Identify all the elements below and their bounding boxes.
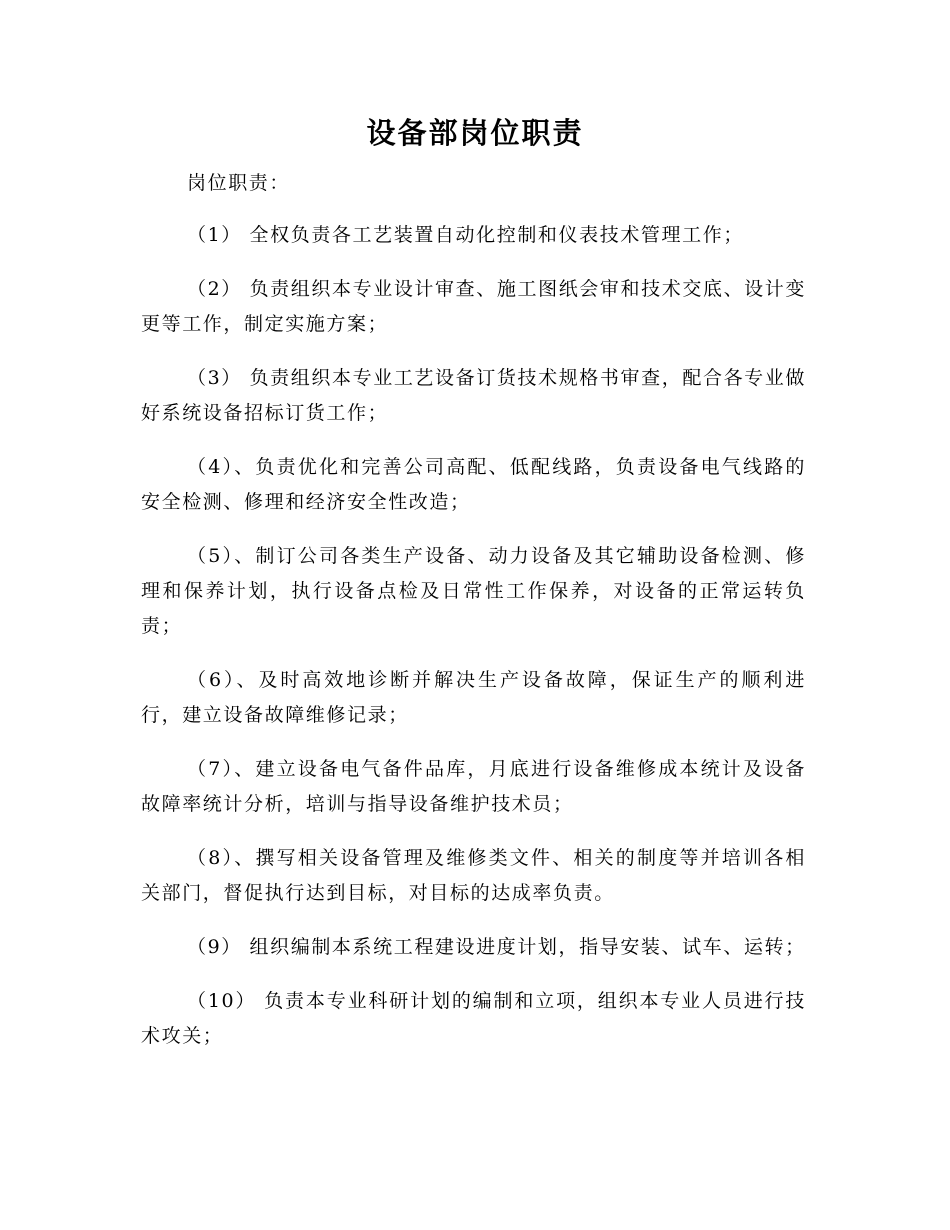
duty-item-7: （7）、建立设备电气备件品库，月底进行设备维修成本统计及设备故障率统计分析，培训与指导设备维护技术员； <box>141 758 806 815</box>
duty-item-2: （2） 负责组织本专业设计审查、施工图纸会审和技术交底、设计变更等工作，制定实施方案； <box>141 278 806 335</box>
duty-item-4: （4）、负责优化和完善公司高配、低配线路，负责设备电气线路的安全检测、修理和经济安全性改造； <box>141 456 806 513</box>
duty-item-1: （1） 全权负责各工艺装置自动化控制和仪表技术管理工作； <box>187 224 744 246</box>
duty-item-9: （9） 组织编制本系统工程建设进度计划，指导安装、试车、运转； <box>187 936 806 958</box>
page-title: 设备部岗位职责 <box>366 116 584 150</box>
duty-item-10: （10） 负责本专业科研计划的编制和立项，组织本专业人员进行技术攻关； <box>141 990 806 1047</box>
duty-item-5: （5）、制订公司各类生产设备、动力设备及其它辅助设备检测、修理和保养计划，执行设备点检及日常性工作保养，对设备的正常运转负责； <box>141 545 806 637</box>
duty-item-8: （8）、撰写相关设备管理及维修类文件、相关的制度等并培训各相关部门，督促执行达到目标，对目标的达成率负责。 <box>141 847 806 904</box>
document-body <box>141 166 806 1073</box>
duty-item-6: （6）、及时高效地诊断并解决生产设备故障，保证生产的顺利进行，建立设备故障维修记录； <box>141 669 806 726</box>
duty-item-3: （3） 负责组织本专业工艺设备订货技术规格书审查，配合各专业做好系统设备招标订货工作； <box>141 367 806 424</box>
section-heading: 岗位职责： <box>187 172 291 194</box>
